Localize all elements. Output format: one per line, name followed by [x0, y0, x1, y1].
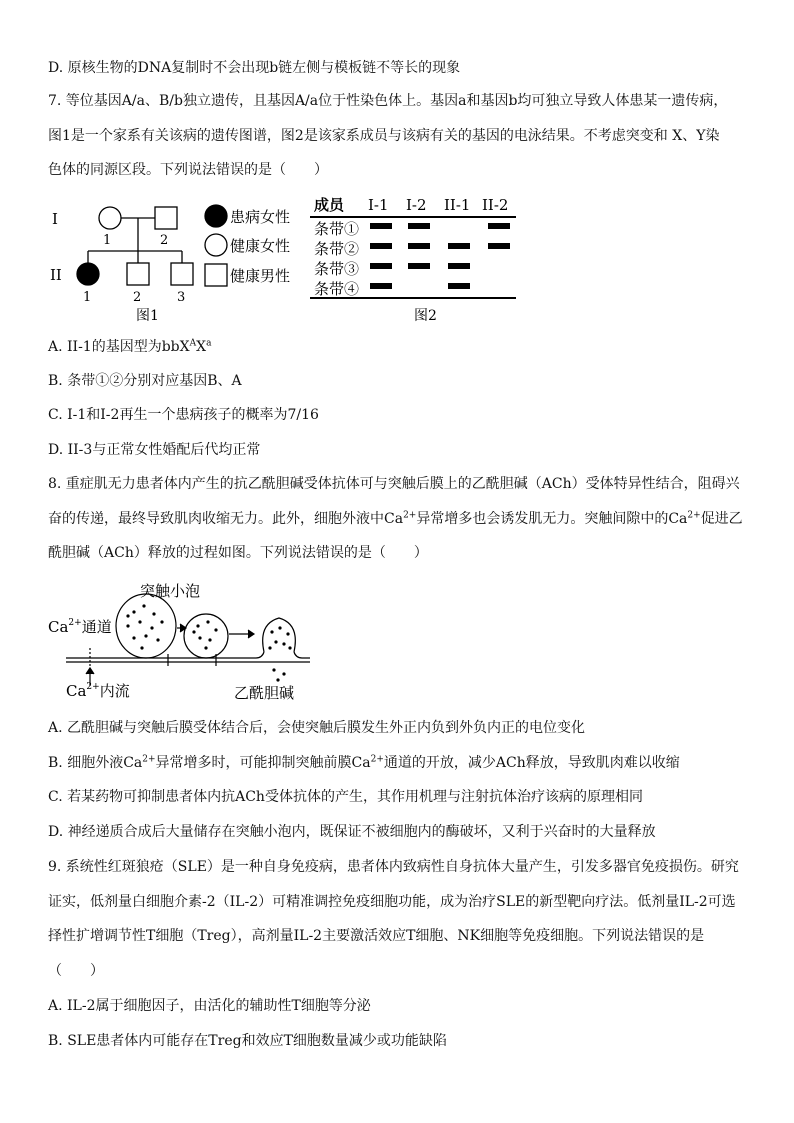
pedigree-i1-healthy-female [99, 207, 121, 229]
gel-band-r3-c2 [408, 263, 430, 269]
gel-band-label-1: 条带① [314, 220, 360, 238]
gel-member-i1: I-1 [368, 196, 389, 214]
q9-stem-line-3: 择性扩增调节性T细胞（Treg），高剂量IL-2主要激活效应T细胞、NK细胞等免疫细胞。下列说法错误的是 [48, 928, 705, 944]
q9-stem-line-2: 证实，低剂量白细胞介素-2（IL-2）可精准调控免疫细胞功能，成为治疗SLE的新型靶向疗法。低剂量IL-2可选 [48, 894, 736, 910]
gel-band-r2-c4 [488, 243, 510, 249]
pedigree-ii2-healthy-male [127, 263, 149, 285]
pedigree-ii3-healthy-male [171, 263, 193, 285]
q8-stem-line-2: 奋的传递，最终导致肌肉收缩无力。此外，细胞外液中$Ca^{2+}$异常增多也会诱发肌无力。突触间隙中的$Ca^{2+}$促进乙 [48, 510, 743, 527]
gel-band-label-2: 条带② [314, 240, 360, 258]
gel-band-label-4: 条带④ [314, 280, 360, 298]
q9-stem-line-4: （ ） [48, 963, 104, 979]
q7-option-b: B. 条带①②分别对应基因B、A [48, 373, 242, 389]
pedigree-label-i2: 2 [160, 233, 169, 248]
ca-channel-label: $Ca^{2+}$通道 [48, 618, 112, 636]
gel-band-r1-c4 [488, 223, 510, 229]
ach-molecules [126, 604, 291, 681]
gel-member-ii2: II-2 [482, 196, 509, 214]
q8-option-d: D. 神经递质合成后大量储存在突触小泡内，既保证不被细胞内的酶破坏，又利于兴奋时的大量释放 [48, 824, 656, 840]
gel-header-label: 成员 [314, 196, 345, 214]
legend-healthy-male-label: 健康男性 [230, 267, 291, 285]
q8-stem-line-1: 8. 重症肌无力患者体内产生的抗乙酰胆碱受体抗体可与突触后膜上的乙酰胆碱（ACh）受体特异性结合，阻碍兴 [48, 476, 740, 492]
gel-member-i2: I-2 [406, 196, 427, 214]
legend-healthy-female-label: 健康女性 [230, 237, 291, 255]
pedigree-figure [48, 194, 310, 326]
gel-band-r2-c2 [408, 243, 430, 249]
gel-band-r3-c1 [370, 263, 392, 269]
pedigree-gen-ii-label: II [50, 266, 62, 284]
gel-band-r4-c1 [370, 283, 392, 289]
pedigree-label-ii3: 3 [177, 290, 186, 305]
q7-stem-line-2: 图1是一个家系有关该病的遗传图谱，图2是该家系成员与该病有关的基因的电泳结果。不考虑突变和 X、Y染 [48, 128, 720, 144]
q8-option-c: C. 若某药物可抑制患者体内抗ACh受体抗体的产生，其作用机理与注射抗体治疗该病的原理相同 [48, 789, 643, 805]
q7-option-d: D. II-3与正常女性婚配后代均正常 [48, 442, 261, 458]
vesicle-1 [116, 594, 176, 658]
ach-release-figure [48, 576, 328, 704]
legend-healthy-female-symbol [205, 234, 227, 256]
gel-figure [310, 190, 520, 326]
pedigree-i2-healthy-male [155, 207, 177, 229]
figure-1-caption: 图1 [136, 308, 159, 324]
legend-affected-female-symbol [205, 205, 227, 227]
gel-band-label-3: 条带③ [314, 260, 360, 278]
gel-member-ii1: II-1 [444, 196, 471, 214]
pedigree-label-ii2: 2 [133, 290, 142, 305]
pedigree-label-ii1: 1 [83, 290, 92, 305]
legend-affected-female-label: 患病女性 [230, 208, 291, 226]
q9-stem-line-1: 9. 系统性红斑狼疮（SLE）是一种自身免疫病，患者体内致病性自身抗体大量产生，引发多器官免疫损伤。研究 [48, 859, 739, 875]
q8-stem-line-3: 酰胆碱（ACh）释放的过程如图。下列说法错误的是（ ） [48, 545, 428, 561]
q7-stem-line-1: 7. 等位基因A/a、B/b独立遗传，且基因A/a位于性染色体上。基因a和基因b均可独立导致人体患某一遗传病， [48, 93, 728, 109]
ca-influx-label: $Ca^{2+}$内流 [66, 682, 130, 700]
vesicle-label: 突触小泡 [140, 582, 201, 600]
figure-2-caption: 图2 [414, 308, 437, 324]
pedigree-gen-i-label: I [52, 210, 58, 228]
pedigree-label-i1: 1 [103, 233, 112, 248]
ach-label: 乙酰胆碱 [234, 684, 295, 702]
q9-option-b: B. SLE患者体内可能存在Treg和效应T细胞数量减少或功能缺陷 [48, 1033, 447, 1049]
q8-option-a: A. 乙酰胆碱与突触后膜受体结合后，会使突触后膜发生外正内负到外负内正的电位变化 [48, 720, 586, 736]
gel-band-r2-c3 [448, 243, 470, 249]
gel-band-r4-c3 [448, 283, 470, 289]
q8-option-b: B. 细胞外液$Ca^{2+}$异常增多时，可能抑制突触前膜$Ca^{2+}$通道的开放，减少ACh释放，导致肌肉难以收缩 [48, 754, 680, 771]
pedigree-ii1-affected-female [77, 263, 99, 285]
q7-option-a: A. II-1的基因型为$bbX^AX^a$ [48, 338, 212, 355]
q9-option-a: A. IL-2属于细胞因子，由活化的辅助性T细胞等分泌 [48, 998, 371, 1014]
q6-option-d: D. 原核生物的DNA复制时不会出现b链左侧与模板链不等长的现象 [48, 60, 461, 76]
vesicle-2 [184, 614, 228, 658]
q7-option-c: C. I-1和I-2再生一个患病孩子的概率为7/16 [48, 407, 319, 423]
q7-stem-line-3: 色体的同源区段。下列说法错误的是（ ） [48, 162, 328, 178]
legend-healthy-male-symbol [205, 264, 227, 286]
gel-band-r1-c1 [370, 223, 392, 229]
gel-band-r3-c3 [448, 263, 470, 269]
gel-band-r2-c1 [370, 243, 392, 249]
gel-band-r1-c2 [408, 223, 430, 229]
